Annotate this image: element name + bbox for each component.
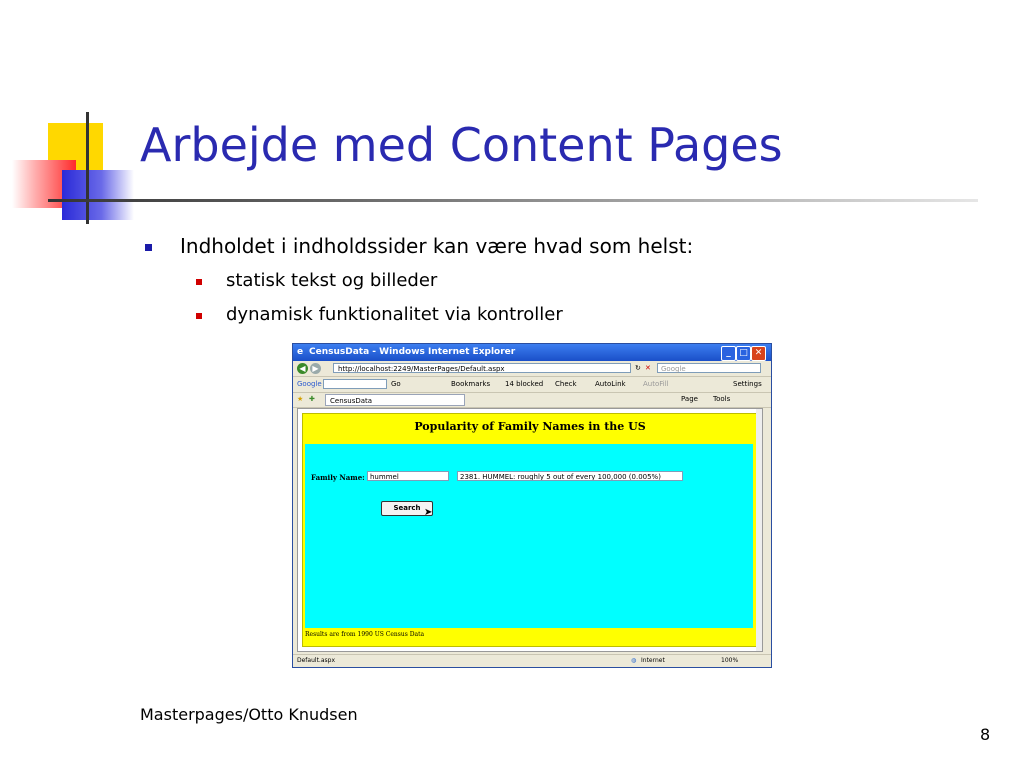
zoom-level[interactable]: 100% (721, 657, 739, 664)
master-page-container (302, 413, 758, 647)
mouse-cursor-icon: ➤ (424, 507, 433, 518)
status-text: Default.aspx (297, 657, 335, 664)
census-footer: Results are from 1990 US Census Data (305, 631, 425, 638)
family-name-label: Family Name: (311, 473, 365, 482)
refresh-icon[interactable]: ↻ (635, 364, 641, 372)
add-favorites-icon[interactable]: ✚ (309, 395, 315, 403)
tab-censusdata[interactable]: CensusData (325, 394, 465, 406)
bullet-text: Indholdet i indholdssider kan være hvad som helst: (180, 234, 694, 258)
bullet-text: dynamisk funktionalitet via kontroller (226, 304, 563, 325)
ie-logo-icon: e (297, 347, 304, 357)
tab-bar (293, 393, 771, 408)
address-input[interactable]: http://localhost:2249/MasterPages/Default.aspx (333, 363, 631, 373)
google-search-box[interactable] (323, 379, 387, 389)
bookmarks-button[interactable]: Bookmarks (451, 380, 491, 388)
bullet-square-icon (145, 244, 152, 251)
google-logo: Google (297, 380, 322, 388)
bullet-text: statisk tekst og billeder (226, 270, 438, 291)
search-input[interactable]: Google (657, 363, 761, 373)
page-menu[interactable]: Page (681, 395, 698, 403)
maximize-button[interactable]: □ (736, 346, 751, 361)
slide-title: Arbejde med Content Pages (140, 118, 783, 172)
title-underline (48, 199, 978, 202)
close-button[interactable]: ✕ (751, 346, 766, 361)
slide-footer: Masterpages/Otto Knudsen (140, 705, 358, 724)
page-heading: Popularity of Family Names in the US (414, 420, 646, 433)
search-button[interactable]: Search (381, 501, 433, 516)
back-arrow-icon[interactable]: ◀ (297, 363, 308, 374)
decor-blue-square (62, 170, 134, 220)
bullet-square-icon (196, 279, 202, 285)
spell-check-button[interactable]: Check (555, 380, 577, 388)
globe-icon: ◍ (631, 657, 637, 664)
decor-vertical-line (86, 112, 89, 224)
status-bar (293, 654, 771, 667)
go-button[interactable]: Go (391, 380, 401, 388)
bullet-sub-1 (226, 270, 437, 291)
page-viewport (297, 408, 763, 652)
google-toolbar (293, 377, 771, 393)
minimize-button[interactable]: _ (721, 346, 736, 361)
window-titlebar[interactable] (293, 344, 771, 361)
bullet-main (152, 234, 693, 258)
bullet-square-icon (196, 313, 202, 319)
vertical-scrollbar[interactable] (756, 409, 762, 651)
security-zone: Internet (641, 657, 665, 664)
bullet-sub-2 (226, 304, 563, 325)
autofill-button[interactable]: AutoFill (643, 380, 669, 388)
result-field: 2381. HUMMEL: roughly 5 out of every 100,000 (0.005%) (457, 471, 683, 481)
autolink-button[interactable]: AutoLink (595, 380, 626, 388)
popup-blocked-count[interactable]: 14 blocked (505, 380, 544, 388)
forward-arrow-icon[interactable]: ▶ (310, 363, 321, 374)
stop-icon[interactable]: ✕ (645, 364, 651, 372)
family-name-input[interactable]: hummel (367, 471, 449, 481)
favorites-star-icon[interactable]: ★ (297, 395, 304, 403)
address-bar-row (293, 361, 771, 377)
browser-screenshot (292, 343, 772, 668)
window-title: CensusData - Windows Internet Explorer (309, 347, 516, 357)
tools-menu[interactable]: Tools (713, 395, 731, 403)
content-placeholder (305, 444, 753, 628)
slide-number: 8 (980, 725, 991, 744)
settings-button[interactable]: Settings (733, 380, 762, 388)
